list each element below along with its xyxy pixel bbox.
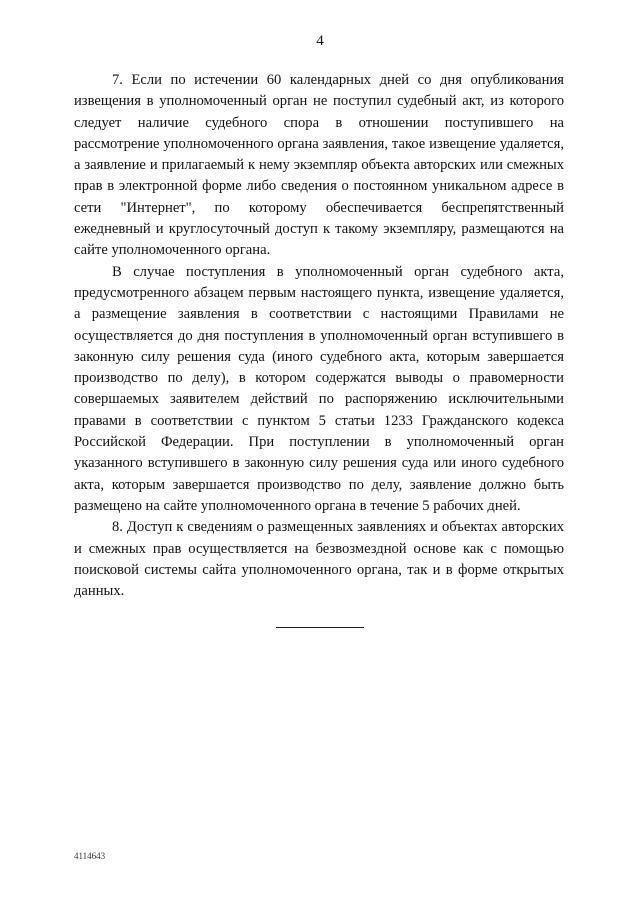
document-body [74, 70, 564, 602]
page-number: 4 [316, 33, 324, 49]
document-code: 4114643 [74, 851, 106, 861]
paragraph-7-second-part: В случае поступления в уполномоченный орган судебного акта, предусмотренного абзацем первым настоящего пункта, извещение удаляется, а размещение заявления в соответствии с настоящими Правилами не осуществляется до дня поступления в уполномоченный орган вступившего в законную силу решения суда (иного судебного акта, которым завершается производство по делу), в котором содержатся выводы о правомерности совершаемых заявителем действий по распоряжению исключительными правами в соответствии с пунктом 5 статьи 1233 Гражданского кодекса Российской Федерации. При поступлении в уполномоченный орган указанного вступившего в законную силу решения суда или иного судебного акта, которым завершается производство по делу, заявление должно быть размещено на сайте уполномоченного органа в течение 5 рабочих дней. [74, 263, 564, 514]
end-divider [276, 627, 364, 628]
paragraph-7: 7. Если по истечении 60 календарных дней со дня опубликования извещения в уполномоченный орган не поступил судебный акт, из которого следует наличие судебного спора в отношении поступившего на рассмотрение уполномоченного органа заявления, такое извещение удаляется, а заявление и прилагаемый к нему экземпляр объекта авторских или смежных прав в электронной форме либо сведения о постоянном уникальном адресе в сети "Интернет", по которому обеспечивается беспрепятственный ежедневный и круглосуточный доступ к такому экземпляру, размещаются на сайте уполномоченного органа. [74, 72, 564, 259]
paragraph-8: 8. Доступ к сведениям о размещенных заявлениях и объектах авторских и смежных прав осуществляется на безвозмездной основе как с помощью поисковой системы сайта уполномоченного органа, так и в форме открытых данных. [74, 519, 564, 600]
